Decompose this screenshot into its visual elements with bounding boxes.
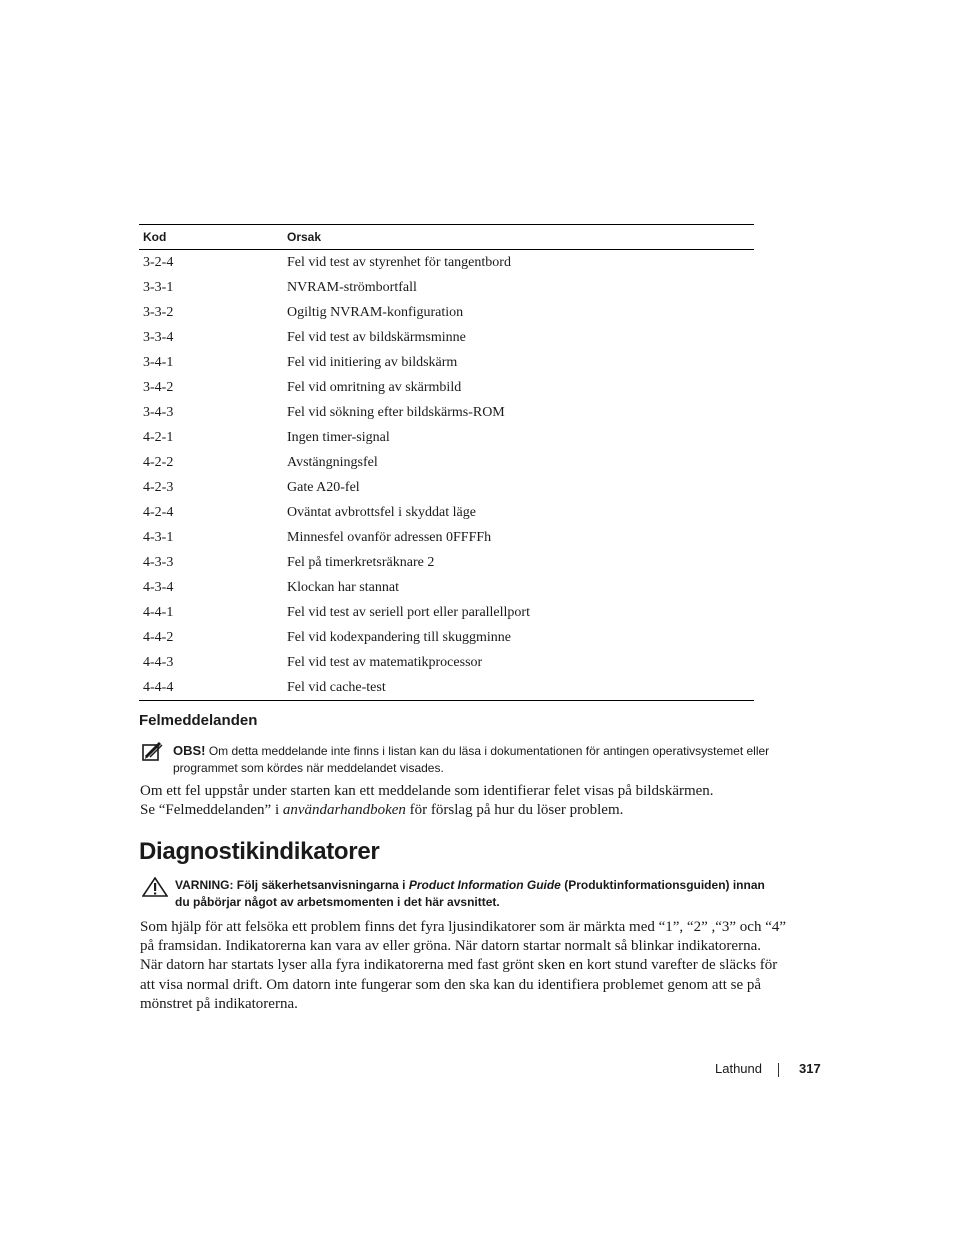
para-text: Se “Felmeddelanden” i: [140, 802, 283, 819]
table-row: [139, 275, 754, 300]
cell-kod: 4-4-3: [143, 654, 174, 670]
page-footer: [700, 1061, 822, 1081]
table-row: [139, 625, 754, 650]
felmeddelanden-paragraph: [140, 782, 820, 820]
table-row: [139, 600, 754, 625]
section-heading-diagnostikindikatorer: Diagnostikindikatorer: [139, 838, 380, 865]
cell-orsak: Fel vid sökning efter bildskärms-ROM: [287, 404, 505, 420]
cell-kod: 4-3-3: [143, 554, 174, 570]
error-code-table: [139, 224, 754, 701]
table-row: [139, 350, 754, 375]
cell-kod: 4-2-1: [143, 429, 174, 445]
table-row: [139, 400, 754, 425]
cell-orsak: Fel vid initiering av bildskärm: [287, 354, 458, 370]
cell-kod: 4-3-4: [143, 579, 174, 595]
header-orsak: Orsak: [283, 225, 754, 250]
table-header-row: [139, 225, 754, 250]
table-row: [139, 250, 754, 276]
warning-text: Följ säkerhetsanvisningarna i: [233, 878, 409, 892]
obs-text-line2: programmet som kördes när meddelandet visades.: [173, 761, 444, 775]
cell-kod: 3-4-1: [143, 354, 174, 370]
header-kod: Kod: [139, 225, 283, 250]
cell-orsak: Gate A20-fel: [287, 479, 360, 495]
para-line: mönstret på indikatorerna.: [140, 995, 298, 1012]
cell-kod: 4-2-2: [143, 454, 174, 470]
cell-orsak: Avstängningsfel: [287, 454, 378, 470]
table-body: [139, 250, 754, 701]
warning-text-line2: du påbörjar något av arbetsmomenten i det här avsnittet.: [175, 895, 500, 909]
cell-orsak: NVRAM-strömbortfall: [287, 279, 417, 295]
para-line: Som hjälp för att felsöka ett problem finns det fyra ljusindikatorer som är märkta med “1”, “2” ,“3” och “4”: [140, 919, 787, 935]
cell-kod: 3-4-2: [143, 379, 174, 395]
warning-label: VARNING:: [175, 878, 234, 892]
warning-triangle-icon: [142, 877, 168, 902]
cell-kod: 3-3-2: [143, 304, 174, 320]
cell-kod: 4-3-1: [143, 529, 174, 545]
cell-kod: 3-3-1: [143, 279, 174, 295]
cell-orsak: Fel vid cache-test: [283, 675, 754, 701]
obs-note: [142, 742, 807, 778]
cell-orsak: Fel vid test av bildskärmsminne: [287, 329, 466, 345]
footer-section-title: Lathund: [715, 1061, 762, 1076]
table-row: [139, 500, 754, 525]
cell-kod: 4-2-3: [143, 479, 174, 495]
obs-label: OBS!: [173, 743, 206, 758]
cell-orsak: Oväntat avbrottsfel i skyddat läge: [287, 504, 476, 520]
table-row: [139, 425, 754, 450]
obs-text-line1: Om detta meddelande inte finns i listan kan du läsa i dokumentationen för antingen operativsystemet eller: [208, 744, 770, 758]
cell-kod: 3-4-3: [143, 404, 174, 420]
cell-kod: 4-4-1: [143, 604, 174, 620]
guide-title: Product Information Guide: [408, 878, 561, 892]
warning-text: (Produktinformationsguiden) innan: [560, 878, 765, 892]
cell-orsak: Ogiltig NVRAM-konfiguration: [287, 304, 464, 320]
warning-note: [142, 877, 807, 913]
footer-divider: [778, 1063, 779, 1077]
cell-orsak: Klockan har stannat: [287, 579, 399, 595]
page-number: 317: [799, 1061, 821, 1076]
cell-orsak: Minnesfel ovanför adressen 0FFFFh: [287, 529, 492, 545]
table-row: [139, 575, 754, 600]
table-row: [139, 550, 754, 575]
para-text: för förslag på hur du löser problem.: [405, 802, 624, 819]
table-row: [139, 525, 754, 550]
table-row: [139, 300, 754, 325]
para-line: När datorn har startats lyser alla fyra indikatorerna med fast grönt sken en kort stund varefter de släcks för: [140, 957, 778, 974]
cell-orsak: Ingen timer-signal: [287, 429, 390, 445]
cell-kod: 3-2-4: [143, 254, 174, 270]
para-line: att visa normal drift. Om datorn inte fungerar som den ska kan du identifiera problemet genom att se på: [140, 976, 762, 993]
table-row: [139, 450, 754, 475]
cell-orsak: Fel vid kodexpandering till skuggminne: [287, 629, 511, 645]
cell-orsak: Fel vid omritning av skärmbild: [287, 379, 462, 395]
para-line: Om ett fel uppstår under starten kan ett meddelande som identifierar felet visas på bildskärmen.: [140, 783, 714, 799]
cell-kod: 3-3-4: [143, 329, 174, 345]
table-row: [139, 475, 754, 500]
diagnostik-paragraph: [140, 918, 820, 1014]
table-row: [139, 325, 754, 350]
table-row: [139, 675, 754, 701]
cell-orsak: Fel vid test av styrenhet för tangentbord: [287, 254, 511, 270]
cell-kod: 4-4-2: [143, 629, 174, 645]
cell-orsak: Fel vid test av matematikprocessor: [287, 654, 483, 670]
cell-kod: 4-2-4: [143, 504, 174, 520]
cell-orsak: Fel på timerkretsräknare 2: [287, 554, 435, 570]
note-pencil-icon: [142, 742, 164, 767]
para-line: på framsidan. Indikatorerna kan vara av eller gröna. När datorn startar normalt så blinkar indikatorerna.: [140, 938, 761, 955]
cell-orsak: Fel vid test av seriell port eller parallellport: [287, 604, 530, 620]
section-heading-felmeddelanden: Felmeddelanden: [139, 712, 258, 729]
cell-kod: 4-4-4: [139, 675, 283, 701]
table-row: [139, 375, 754, 400]
manual-title: användarhandboken: [282, 802, 406, 819]
table-row: [139, 650, 754, 675]
